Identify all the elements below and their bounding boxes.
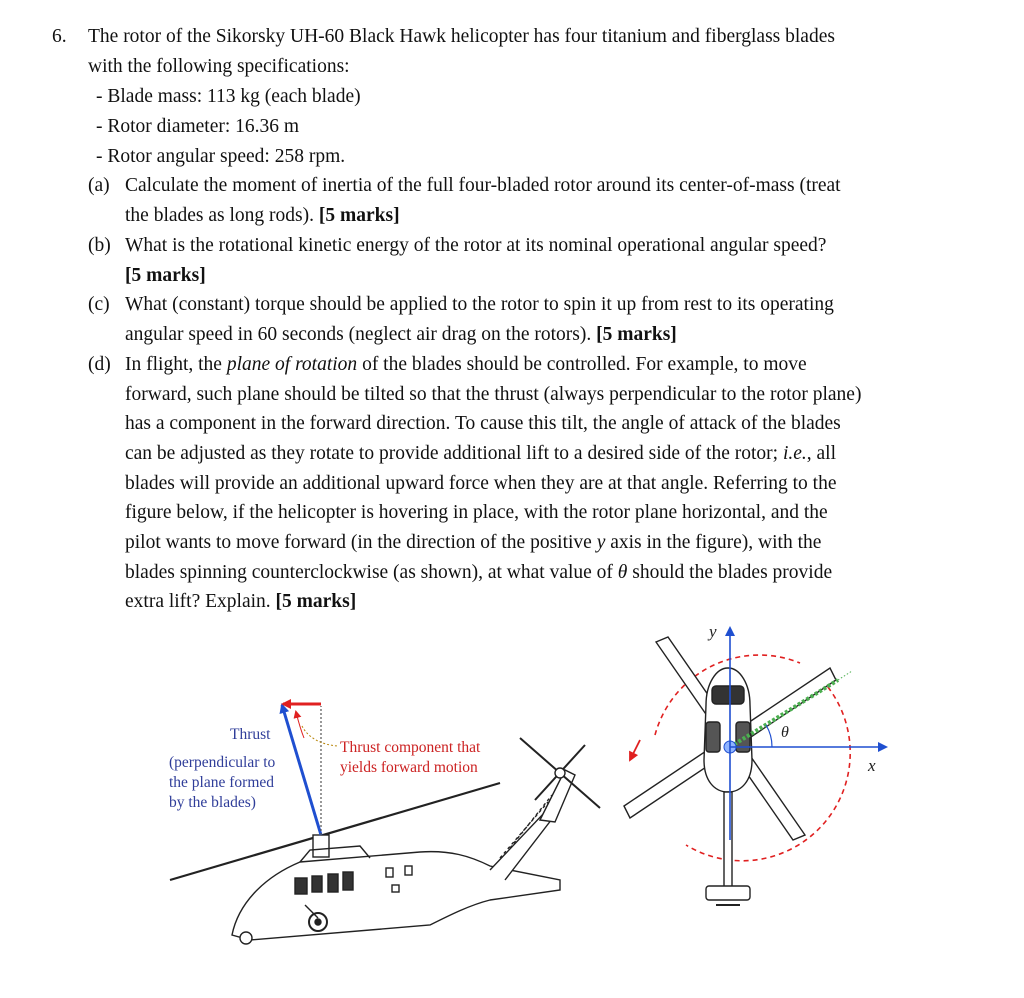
part-d-ie: i.e. — [782, 443, 807, 464]
part-c-line-1: What (constant) torque should be applied to the rotor to spin it up from rest to its operating — [125, 294, 834, 315]
engine-left — [706, 722, 720, 752]
part-a-line-1: Calculate the moment of inertia of the full four-bladed rotor around its center-of-mass (treat — [125, 175, 841, 196]
part-d-line-8-a: blades spinning counterclockwise (as shown), at what value of — [125, 562, 618, 583]
thrust-label: Thrust — [230, 726, 271, 743]
rotation-direction-arrow — [630, 740, 640, 760]
thrust-vector-line — [282, 705, 321, 835]
component-label-2: yields forward motion — [340, 759, 478, 776]
rotor-mast — [313, 835, 329, 857]
part-d-line-7-b: axis in the figure), with the — [605, 532, 822, 553]
part-d-line-4-b: , all — [806, 443, 837, 464]
cockpit-window — [712, 686, 744, 704]
front-wheel — [240, 932, 252, 944]
part-c-label: (c) — [88, 294, 110, 315]
part-d-line-6: figure below, if the helicopter is hovering in place, with the rotor plane horizontal, and the — [125, 502, 828, 523]
part-c-marks: [5 marks] — [596, 324, 677, 345]
part-d-line-1-a: In flight, the — [125, 354, 227, 375]
window — [312, 876, 322, 892]
spec-angular-speed: - Rotor angular speed: 258 rpm. — [96, 146, 346, 167]
part-d-line-2: forward, such plane should be tilted so that the thrust (always perpendicular to the rotor plane) — [125, 384, 862, 405]
part-d-theta: θ — [617, 562, 628, 583]
tail-rotor-hub — [555, 768, 565, 778]
intro-line-1: The rotor of the Sikorsky UH-60 Black Hawk helicopter has four titanium and fiberglass blades — [88, 26, 835, 47]
component-label-1: Thrust component that — [340, 739, 481, 756]
part-b-line-1: What is the rotational kinetic energy of the rotor at its nominal operational angular speed? — [125, 235, 827, 256]
intro-line-2: with the following specifications: — [88, 56, 350, 77]
window — [328, 874, 338, 892]
part-d-line-9-text: extra lift? Explain. — [125, 591, 271, 612]
perp-label-2: the plane formed — [169, 774, 275, 791]
theta-label: θ — [781, 724, 789, 741]
x-axis-label: x — [868, 756, 876, 775]
part-d-y: y — [596, 532, 606, 553]
y-axis-label: y — [709, 622, 717, 641]
question-number: 6. — [52, 26, 67, 47]
angle-reference-extension — [838, 671, 852, 680]
part-d-label: (d) — [88, 354, 111, 375]
component-pointer — [302, 726, 338, 746]
part-d-line-8-b: should the blades provide — [627, 562, 833, 583]
part-d-emphasis: plane of rotation — [226, 354, 358, 375]
part-d-marks: [5 marks] — [275, 591, 357, 612]
spec-blade-mass: - Blade mass: 113 kg (each blade) — [96, 86, 361, 107]
part-b-label: (b) — [88, 235, 111, 256]
part-a-label: (a) — [88, 175, 110, 196]
spec-rotor-diameter: - Rotor diameter: 16.36 m — [96, 116, 300, 137]
part-b-marks: [5 marks] — [125, 265, 206, 286]
tail-boom — [490, 812, 555, 880]
part-a-marks: [5 marks] — [318, 205, 400, 226]
part-d-line-1-b: of the blades should be controlled. For example, to move — [357, 354, 807, 375]
window — [295, 878, 307, 894]
angle-arc — [766, 725, 772, 747]
part-a-text: the blades as long rods). — [125, 205, 315, 226]
perp-label-3: by the blades) — [169, 794, 256, 811]
part-d-line-5: blades will provide an additional upward force when they are at that angle. Referring to the — [125, 473, 837, 494]
part-d-line-4-a: can be adjusted as they rotate to provide additional lift to a desired side of the rotor; — [125, 443, 783, 464]
stabilizer — [706, 886, 750, 900]
part-c-text: angular speed in 60 seconds (neglect air drag on the rotors). — [125, 324, 592, 345]
perp-label-1: (perpendicular to — [169, 754, 276, 771]
wheel-hub — [315, 919, 321, 925]
part-d-line-3: has a component in the forward direction. To cause this tilt, the angle of attack of the blades — [125, 413, 841, 434]
top-view-helicopter — [624, 622, 886, 905]
thrust-pointer — [296, 712, 304, 738]
window — [343, 872, 353, 890]
part-d-line-7-a: pilot wants to move forward (in the direction of the positive — [125, 532, 597, 553]
